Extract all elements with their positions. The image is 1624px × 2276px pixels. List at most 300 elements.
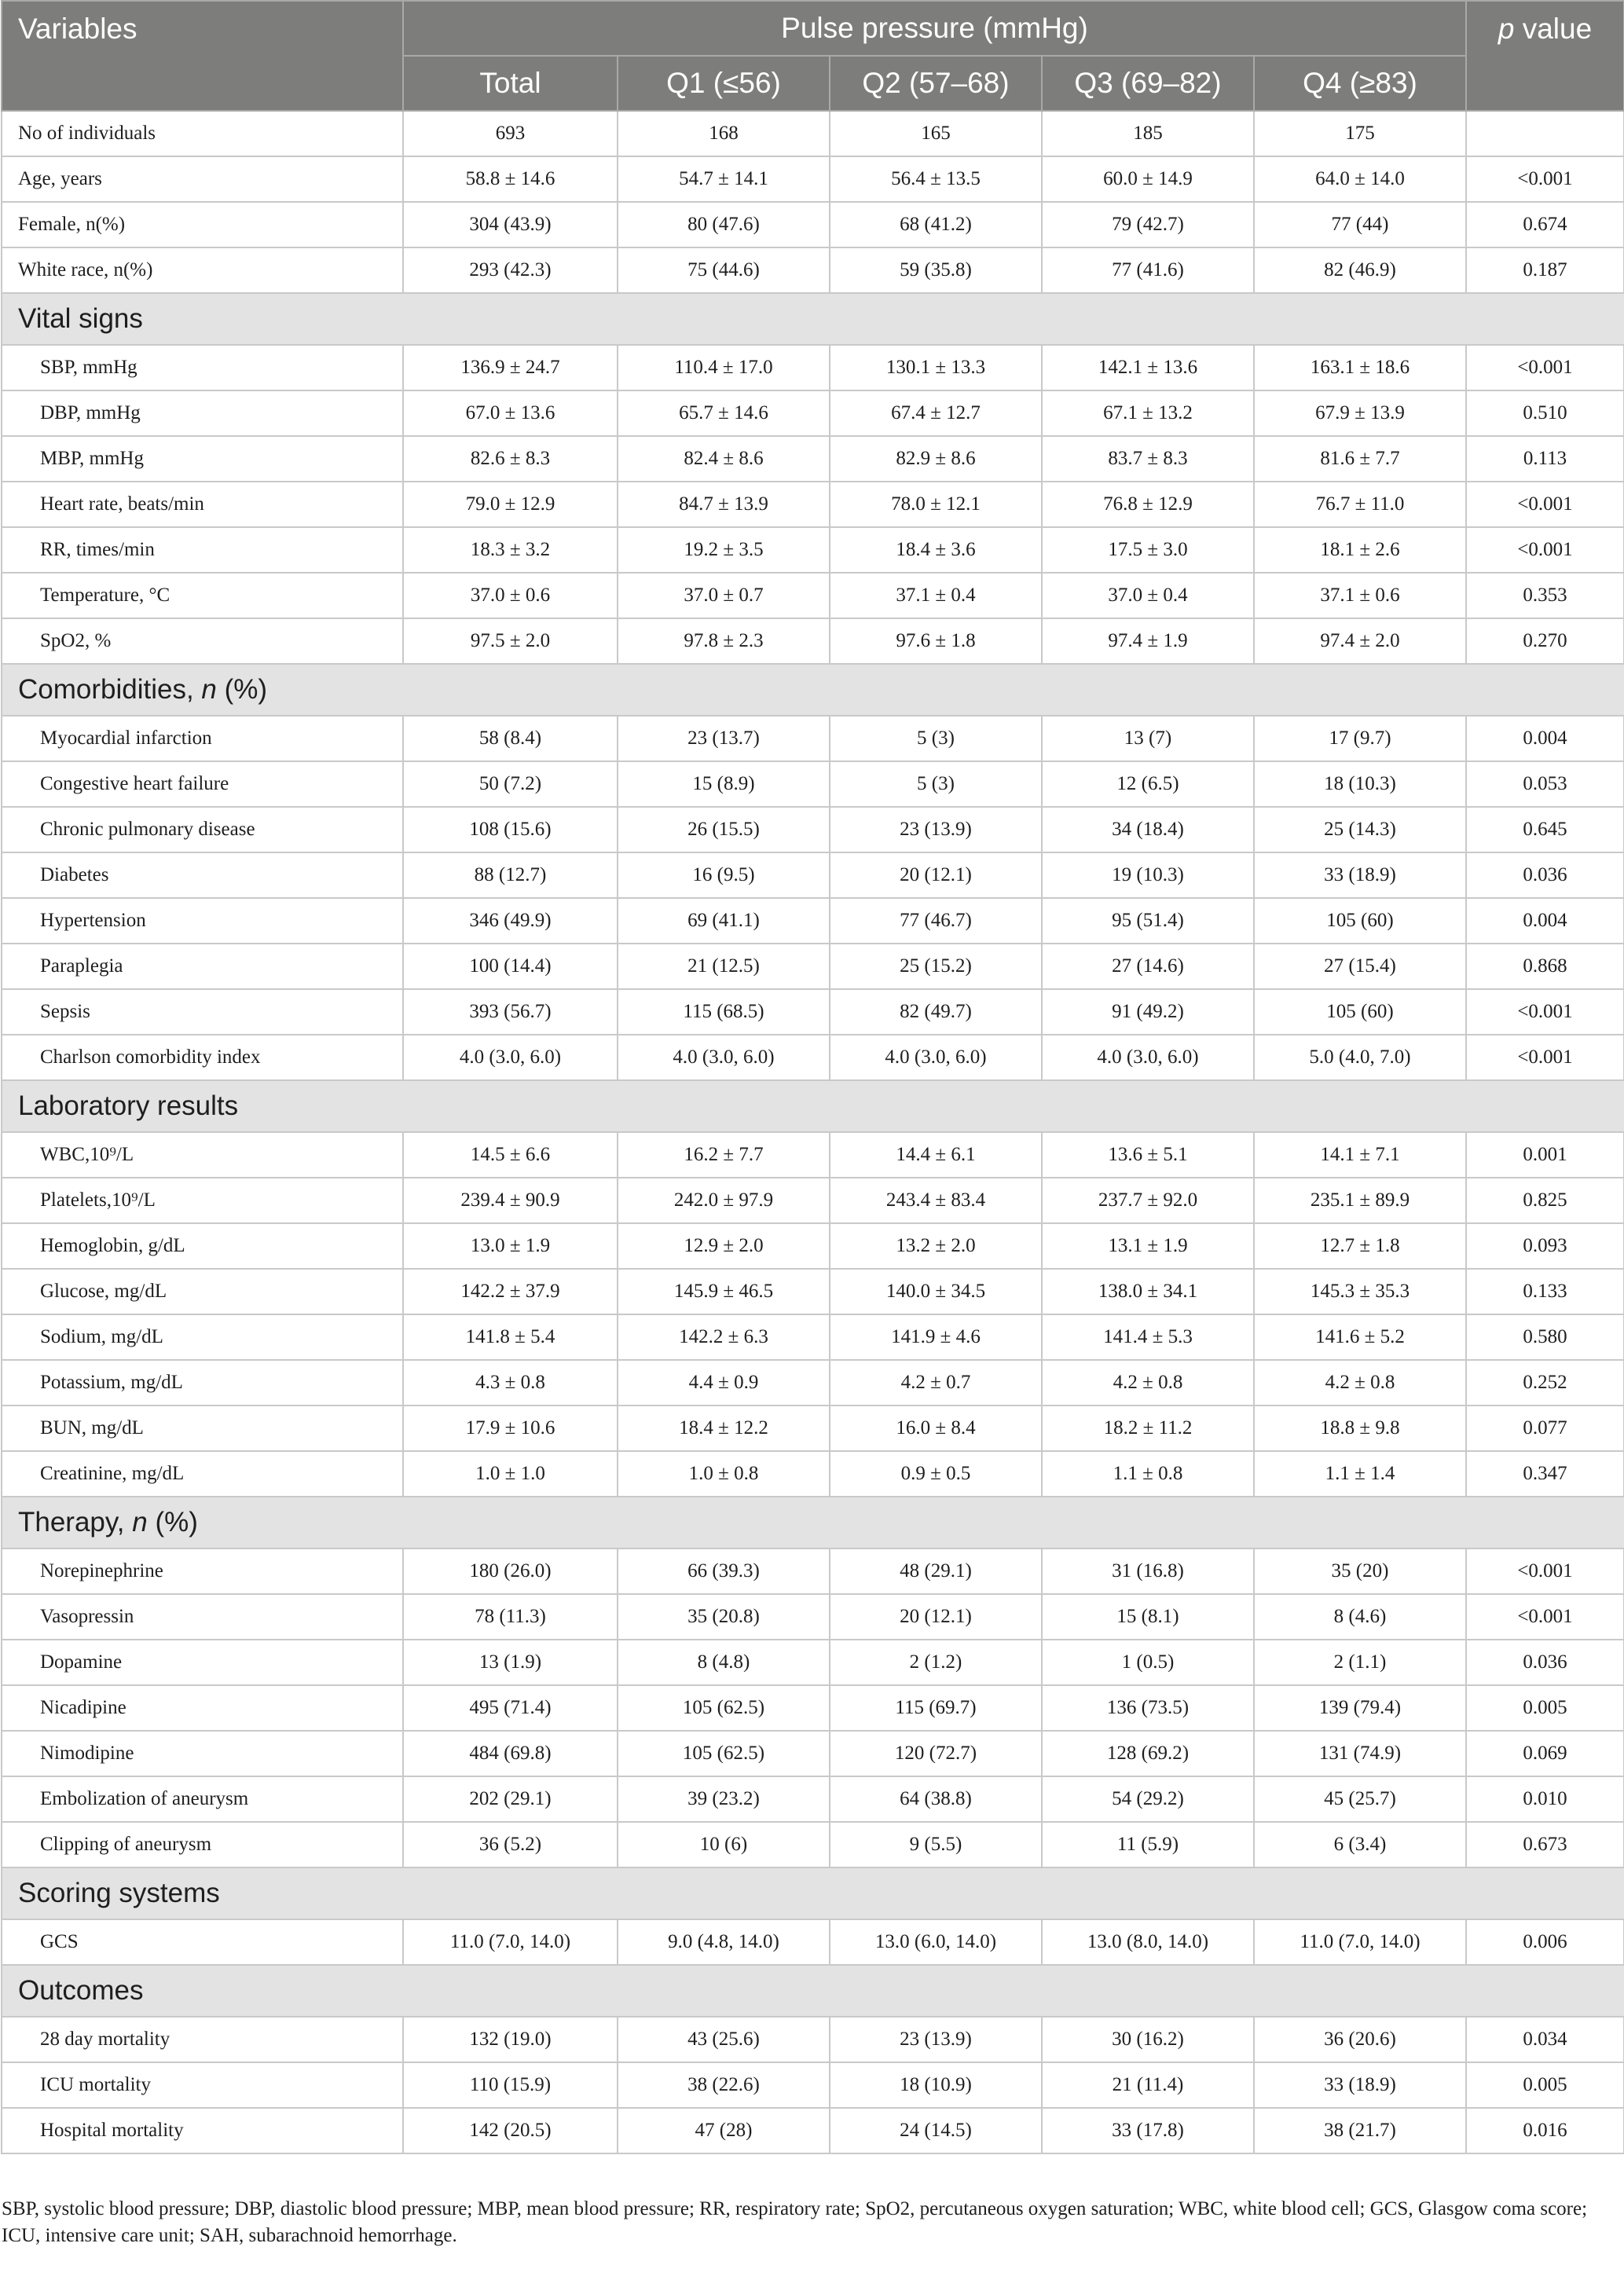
cell-value: 10 (6) bbox=[618, 1822, 830, 1867]
cell-value: 97.4 ± 1.9 bbox=[1042, 618, 1254, 664]
cell-value: 18 (10.3) bbox=[1254, 761, 1466, 807]
cell-value: 95 (51.4) bbox=[1042, 898, 1254, 944]
cell-p-value: 0.252 bbox=[1466, 1360, 1624, 1406]
cell-value: 11.0 (7.0, 14.0) bbox=[1254, 1919, 1466, 1965]
cell-value: 393 (56.7) bbox=[403, 989, 618, 1035]
row-label: Female, n(%) bbox=[2, 202, 403, 247]
row-label: Chronic pulmonary disease bbox=[2, 807, 403, 852]
cell-p-value: 0.005 bbox=[1466, 1685, 1624, 1731]
cell-value: 142 (20.5) bbox=[403, 2108, 618, 2153]
cell-value: 175 bbox=[1254, 111, 1466, 156]
cell-value: 484 (69.8) bbox=[403, 1731, 618, 1776]
cell-p-value: <0.001 bbox=[1466, 482, 1624, 527]
cell-value: 1.1 ± 1.4 bbox=[1254, 1451, 1466, 1497]
cell-value: 76.8 ± 12.9 bbox=[1042, 482, 1254, 527]
table-row bbox=[2, 1178, 1624, 1223]
cell-value: 91 (49.2) bbox=[1042, 989, 1254, 1035]
cell-value: 13.6 ± 5.1 bbox=[1042, 1132, 1254, 1178]
cell-value: 13 (1.9) bbox=[403, 1640, 618, 1685]
row-label: Vasopressin bbox=[2, 1594, 403, 1640]
header-col-q2: Q2 (57–68) bbox=[830, 56, 1042, 111]
cell-value: 33 (18.9) bbox=[1254, 2062, 1466, 2108]
cell-value: 69 (41.1) bbox=[618, 898, 830, 944]
cell-value: 15 (8.9) bbox=[618, 761, 830, 807]
cell-value: 17.9 ± 10.6 bbox=[403, 1406, 618, 1451]
cell-value: 4.3 ± 0.8 bbox=[403, 1360, 618, 1406]
row-label: Hemoglobin, g/dL bbox=[2, 1223, 403, 1269]
cell-value: 97.8 ± 2.3 bbox=[618, 618, 830, 664]
cell-value: 25 (15.2) bbox=[830, 944, 1042, 989]
cell-value: 33 (17.8) bbox=[1042, 2108, 1254, 2153]
cell-value: 21 (12.5) bbox=[618, 944, 830, 989]
cell-value: 4.0 (3.0, 6.0) bbox=[830, 1035, 1042, 1080]
cell-value: 8 (4.6) bbox=[1254, 1594, 1466, 1640]
cell-value: 4.0 (3.0, 6.0) bbox=[1042, 1035, 1254, 1080]
row-label: Embolization of aneurysm bbox=[2, 1776, 403, 1822]
cell-value: 68 (41.2) bbox=[830, 202, 1042, 247]
table-row bbox=[2, 852, 1624, 898]
cell-value: 13.0 ± 1.9 bbox=[403, 1223, 618, 1269]
cell-value: 79.0 ± 12.9 bbox=[403, 482, 618, 527]
cell-value: 693 bbox=[403, 111, 618, 156]
cell-value: 105 (60) bbox=[1254, 989, 1466, 1035]
cell-value: 67.4 ± 12.7 bbox=[830, 390, 1042, 436]
cell-value: 54.7 ± 14.1 bbox=[618, 156, 830, 202]
cell-value: 15 (8.1) bbox=[1042, 1594, 1254, 1640]
cell-value: 36 (20.6) bbox=[1254, 2017, 1466, 2062]
table-row bbox=[2, 1640, 1624, 1685]
cell-value: 141.6 ± 5.2 bbox=[1254, 1314, 1466, 1360]
cell-value: 18.8 ± 9.8 bbox=[1254, 1406, 1466, 1451]
cell-value: 26 (15.5) bbox=[618, 807, 830, 852]
cell-p-value: <0.001 bbox=[1466, 1035, 1624, 1080]
header-col-q4: Q4 (≥83) bbox=[1254, 56, 1466, 111]
cell-value: 25 (14.3) bbox=[1254, 807, 1466, 852]
cell-value: 115 (69.7) bbox=[830, 1685, 1042, 1731]
table-row bbox=[2, 482, 1624, 527]
cell-value: 17.5 ± 3.0 bbox=[1042, 527, 1254, 573]
cell-value: 33 (18.9) bbox=[1254, 852, 1466, 898]
cell-p-value: <0.001 bbox=[1466, 1594, 1624, 1640]
cell-value: 77 (41.6) bbox=[1042, 247, 1254, 293]
cell-value: 13.0 (8.0, 14.0) bbox=[1042, 1919, 1254, 1965]
cell-value: 97.6 ± 1.8 bbox=[830, 618, 1042, 664]
table-row bbox=[2, 573, 1624, 618]
cell-value: 37.1 ± 0.4 bbox=[830, 573, 1042, 618]
table-row bbox=[2, 1731, 1624, 1776]
cell-value: 82 (46.9) bbox=[1254, 247, 1466, 293]
cell-value: 243.4 ± 83.4 bbox=[830, 1178, 1042, 1223]
table-row bbox=[2, 390, 1624, 436]
cell-value: 76.7 ± 11.0 bbox=[1254, 482, 1466, 527]
cell-p-value: 0.868 bbox=[1466, 944, 1624, 989]
table-row bbox=[2, 618, 1624, 664]
row-label: Temperature, °C bbox=[2, 573, 403, 618]
row-label: No of individuals bbox=[2, 111, 403, 156]
cell-value: 35 (20.8) bbox=[618, 1594, 830, 1640]
cell-value: 79 (42.7) bbox=[1042, 202, 1254, 247]
row-label: 28 day mortality bbox=[2, 2017, 403, 2062]
table-row bbox=[2, 944, 1624, 989]
cell-value: 66 (39.3) bbox=[618, 1548, 830, 1594]
row-label: DBP, mmHg bbox=[2, 390, 403, 436]
cell-value: 36 (5.2) bbox=[403, 1822, 618, 1867]
row-label: MBP, mmHg bbox=[2, 436, 403, 482]
section-header-row bbox=[2, 1497, 1624, 1548]
table-row bbox=[2, 527, 1624, 573]
cell-value: 48 (29.1) bbox=[830, 1548, 1042, 1594]
cell-value: 47 (28) bbox=[618, 2108, 830, 2153]
header-col-q1: Q1 (≤56) bbox=[618, 56, 830, 111]
cell-value: 13 (7) bbox=[1042, 716, 1254, 761]
cell-value: 12.7 ± 1.8 bbox=[1254, 1223, 1466, 1269]
cell-p-value: 0.016 bbox=[1466, 2108, 1624, 2153]
cell-value: 136.9 ± 24.7 bbox=[403, 345, 618, 390]
cell-value: 18.4 ± 12.2 bbox=[618, 1406, 830, 1451]
cell-value: 145.3 ± 35.3 bbox=[1254, 1269, 1466, 1314]
italic-n: n bbox=[132, 1507, 148, 1537]
header-p-value bbox=[1466, 1, 1624, 111]
cell-p-value: 0.673 bbox=[1466, 1822, 1624, 1867]
cell-p-value: 0.133 bbox=[1466, 1269, 1624, 1314]
table-row bbox=[2, 1223, 1624, 1269]
table-body bbox=[2, 111, 1624, 2153]
cell-p-value: 0.270 bbox=[1466, 618, 1624, 664]
table-header bbox=[2, 1, 1624, 111]
cell-value: 18.4 ± 3.6 bbox=[830, 527, 1042, 573]
cell-value: 27 (14.6) bbox=[1042, 944, 1254, 989]
cell-value: 293 (42.3) bbox=[403, 247, 618, 293]
section-title: Laboratory results bbox=[2, 1080, 1624, 1132]
cell-value: 67.0 ± 13.6 bbox=[403, 390, 618, 436]
cell-value: 2 (1.1) bbox=[1254, 1640, 1466, 1685]
cell-value: 141.8 ± 5.4 bbox=[403, 1314, 618, 1360]
cell-value: 81.6 ± 7.7 bbox=[1254, 436, 1466, 482]
section-title: Vital signs bbox=[2, 293, 1624, 345]
header-p-value-italic: p bbox=[1498, 13, 1515, 45]
cell-value: 304 (43.9) bbox=[403, 202, 618, 247]
row-label: Myocardial infarction bbox=[2, 716, 403, 761]
cell-value: 115 (68.5) bbox=[618, 989, 830, 1035]
cell-value: 11.0 (7.0, 14.0) bbox=[403, 1919, 618, 1965]
section-header-row bbox=[2, 664, 1624, 716]
cell-p-value: 0.069 bbox=[1466, 1731, 1624, 1776]
cell-p-value: 0.005 bbox=[1466, 2062, 1624, 2108]
cell-value: 130.1 ± 13.3 bbox=[830, 345, 1042, 390]
table-footnote: SBP, systolic blood pressure; DBP, diastolic blood pressure; MBP, mean blood pressure; RR, respiratory rate; SpO2, percutaneous oxygen saturation; WBC, white blood cell; GCS, Glasgow coma score; ICU, intensive care unit; SAH, subarachnoid hemorrhage. bbox=[2, 2198, 1588, 2246]
cell-p-value: 0.093 bbox=[1466, 1223, 1624, 1269]
cell-value: 84.7 ± 13.9 bbox=[618, 482, 830, 527]
cell-value: 4.0 (3.0, 6.0) bbox=[403, 1035, 618, 1080]
cell-value: 83.7 ± 8.3 bbox=[1042, 436, 1254, 482]
cell-value: 59 (35.8) bbox=[830, 247, 1042, 293]
cell-p-value: 0.113 bbox=[1466, 436, 1624, 482]
cell-p-value bbox=[1466, 111, 1624, 156]
cell-value: 141.9 ± 4.6 bbox=[830, 1314, 1042, 1360]
section-header-row bbox=[2, 1080, 1624, 1132]
table-row bbox=[2, 807, 1624, 852]
cell-value: 80 (47.6) bbox=[618, 202, 830, 247]
section-title: Outcomes bbox=[2, 1965, 1624, 2017]
cell-value: 105 (62.5) bbox=[618, 1685, 830, 1731]
cell-p-value: 0.004 bbox=[1466, 898, 1624, 944]
row-label: Sodium, mg/dL bbox=[2, 1314, 403, 1360]
cell-value: 31 (16.8) bbox=[1042, 1548, 1254, 1594]
cell-value: 13.0 (6.0, 14.0) bbox=[830, 1919, 1042, 1965]
row-label: Hypertension bbox=[2, 898, 403, 944]
cell-value: 38 (22.6) bbox=[618, 2062, 830, 2108]
cell-value: 82.4 ± 8.6 bbox=[618, 436, 830, 482]
cell-value: 82 (49.7) bbox=[830, 989, 1042, 1035]
table-row bbox=[2, 202, 1624, 247]
cell-value: 37.0 ± 0.6 bbox=[403, 573, 618, 618]
cell-p-value: <0.001 bbox=[1466, 345, 1624, 390]
cell-value: 1 (0.5) bbox=[1042, 1640, 1254, 1685]
table-row bbox=[2, 1132, 1624, 1178]
cell-p-value: <0.001 bbox=[1466, 156, 1624, 202]
row-label: Diabetes bbox=[2, 852, 403, 898]
table-row bbox=[2, 1919, 1624, 1965]
header-row-group bbox=[2, 1, 1624, 56]
cell-p-value: 0.187 bbox=[1466, 247, 1624, 293]
row-label: Sepsis bbox=[2, 989, 403, 1035]
cell-value: 60.0 ± 14.9 bbox=[1042, 156, 1254, 202]
table-row bbox=[2, 1776, 1624, 1822]
cell-value: 128 (69.2) bbox=[1042, 1731, 1254, 1776]
cell-value: 185 bbox=[1042, 111, 1254, 156]
table-row bbox=[2, 2017, 1624, 2062]
cell-value: 202 (29.1) bbox=[403, 1776, 618, 1822]
row-label: Congestive heart failure bbox=[2, 761, 403, 807]
cell-value: 105 (62.5) bbox=[618, 1731, 830, 1776]
cell-value: 5.0 (4.0, 7.0) bbox=[1254, 1035, 1466, 1080]
cell-p-value: <0.001 bbox=[1466, 989, 1624, 1035]
cell-value: 242.0 ± 97.9 bbox=[618, 1178, 830, 1223]
cell-value: 1.1 ± 0.8 bbox=[1042, 1451, 1254, 1497]
section-header-row bbox=[2, 293, 1624, 345]
cell-p-value: 0.001 bbox=[1466, 1132, 1624, 1178]
cell-p-value: 0.036 bbox=[1466, 852, 1624, 898]
row-label: Norepinephrine bbox=[2, 1548, 403, 1594]
table-row bbox=[2, 156, 1624, 202]
cell-value: 9 (5.5) bbox=[830, 1822, 1042, 1867]
cell-value: 120 (72.7) bbox=[830, 1731, 1042, 1776]
cell-value: 27 (15.4) bbox=[1254, 944, 1466, 989]
cell-value: 108 (15.6) bbox=[403, 807, 618, 852]
table-row bbox=[2, 345, 1624, 390]
row-label: Platelets,10⁹/L bbox=[2, 1178, 403, 1223]
cell-value: 75 (44.6) bbox=[618, 247, 830, 293]
cell-value: 139 (79.4) bbox=[1254, 1685, 1466, 1731]
table-row bbox=[2, 989, 1624, 1035]
cell-value: 35 (20) bbox=[1254, 1548, 1466, 1594]
cell-value: 58.8 ± 14.6 bbox=[403, 156, 618, 202]
cell-value: 6 (3.4) bbox=[1254, 1822, 1466, 1867]
table-row bbox=[2, 1314, 1624, 1360]
cell-value: 5 (3) bbox=[830, 761, 1042, 807]
row-label: Heart rate, beats/min bbox=[2, 482, 403, 527]
row-label: ICU mortality bbox=[2, 2062, 403, 2108]
header-col-total: Total bbox=[403, 56, 618, 111]
cell-value: 100 (14.4) bbox=[403, 944, 618, 989]
row-label: Age, years bbox=[2, 156, 403, 202]
table-row bbox=[2, 716, 1624, 761]
cell-value: 30 (16.2) bbox=[1042, 2017, 1254, 2062]
cell-value: 14.1 ± 7.1 bbox=[1254, 1132, 1466, 1178]
cell-p-value: 0.010 bbox=[1466, 1776, 1624, 1822]
cell-value: 65.7 ± 14.6 bbox=[618, 390, 830, 436]
cell-p-value: 0.510 bbox=[1466, 390, 1624, 436]
cell-value: 77 (46.7) bbox=[830, 898, 1042, 944]
cell-value: 110 (15.9) bbox=[403, 2062, 618, 2108]
row-label: WBC,10⁹/L bbox=[2, 1132, 403, 1178]
row-label: SpO2, % bbox=[2, 618, 403, 664]
table-row bbox=[2, 111, 1624, 156]
cell-p-value: 0.053 bbox=[1466, 761, 1624, 807]
header-p-value-rest: value bbox=[1514, 13, 1593, 45]
table-row bbox=[2, 761, 1624, 807]
cell-p-value: <0.001 bbox=[1466, 527, 1624, 573]
table-row bbox=[2, 1548, 1624, 1594]
cell-value: 165 bbox=[830, 111, 1042, 156]
cell-value: 16.0 ± 8.4 bbox=[830, 1406, 1042, 1451]
row-label: SBP, mmHg bbox=[2, 345, 403, 390]
cell-value: 235.1 ± 89.9 bbox=[1254, 1178, 1466, 1223]
cell-value: 168 bbox=[618, 111, 830, 156]
table-row bbox=[2, 1406, 1624, 1451]
cell-value: 4.2 ± 0.8 bbox=[1042, 1360, 1254, 1406]
row-label: BUN, mg/dL bbox=[2, 1406, 403, 1451]
cell-value: 24 (14.5) bbox=[830, 2108, 1042, 2153]
cell-value: 12.9 ± 2.0 bbox=[618, 1223, 830, 1269]
cell-value: 39 (23.2) bbox=[618, 1776, 830, 1822]
cell-value: 142.2 ± 6.3 bbox=[618, 1314, 830, 1360]
cell-value: 37.1 ± 0.6 bbox=[1254, 573, 1466, 618]
cell-value: 97.4 ± 2.0 bbox=[1254, 618, 1466, 664]
cell-value: 20 (12.1) bbox=[830, 1594, 1042, 1640]
table-row bbox=[2, 2062, 1624, 2108]
cell-p-value: 0.077 bbox=[1466, 1406, 1624, 1451]
cell-value: 138.0 ± 34.1 bbox=[1042, 1269, 1254, 1314]
cell-value: 495 (71.4) bbox=[403, 1685, 618, 1731]
cell-value: 17 (9.7) bbox=[1254, 716, 1466, 761]
cell-value: 19 (10.3) bbox=[1042, 852, 1254, 898]
cell-value: 5 (3) bbox=[830, 716, 1042, 761]
cell-value: 1.0 ± 0.8 bbox=[618, 1451, 830, 1497]
table-row bbox=[2, 1685, 1624, 1731]
cell-value: 4.2 ± 0.7 bbox=[830, 1360, 1042, 1406]
cell-value: 4.4 ± 0.9 bbox=[618, 1360, 830, 1406]
cell-value: 142.2 ± 37.9 bbox=[403, 1269, 618, 1314]
section-title: Therapy, n (%) bbox=[2, 1497, 1624, 1548]
cell-value: 43 (25.6) bbox=[618, 2017, 830, 2062]
cell-p-value: 0.825 bbox=[1466, 1178, 1624, 1223]
cell-value: 14.4 ± 6.1 bbox=[830, 1132, 1042, 1178]
cell-value: 64.0 ± 14.0 bbox=[1254, 156, 1466, 202]
table-row bbox=[2, 1594, 1624, 1640]
row-label: Paraplegia bbox=[2, 944, 403, 989]
cell-value: 37.0 ± 0.7 bbox=[618, 573, 830, 618]
cell-value: 23 (13.9) bbox=[830, 2017, 1042, 2062]
cell-value: 78 (11.3) bbox=[403, 1594, 618, 1640]
row-label: RR, times/min bbox=[2, 527, 403, 573]
cell-value: 64 (38.8) bbox=[830, 1776, 1042, 1822]
table-row bbox=[2, 1451, 1624, 1497]
cell-value: 82.6 ± 8.3 bbox=[403, 436, 618, 482]
cell-value: 18.2 ± 11.2 bbox=[1042, 1406, 1254, 1451]
cell-p-value: 0.353 bbox=[1466, 573, 1624, 618]
cell-value: 132 (19.0) bbox=[403, 2017, 618, 2062]
row-label: Potassium, mg/dL bbox=[2, 1360, 403, 1406]
row-label: White race, n(%) bbox=[2, 247, 403, 293]
row-label: Dopamine bbox=[2, 1640, 403, 1685]
cell-value: 19.2 ± 3.5 bbox=[618, 527, 830, 573]
table-row bbox=[2, 436, 1624, 482]
cell-value: 37.0 ± 0.4 bbox=[1042, 573, 1254, 618]
header-col-q3: Q3 (69–82) bbox=[1042, 56, 1254, 111]
header-pulse-pressure-group: Pulse pressure (mmHg) bbox=[403, 1, 1466, 56]
row-label: Glucose, mg/dL bbox=[2, 1269, 403, 1314]
cell-value: 21 (11.4) bbox=[1042, 2062, 1254, 2108]
cell-value: 9.0 (4.8, 14.0) bbox=[618, 1919, 830, 1965]
table-row bbox=[2, 898, 1624, 944]
cell-value: 50 (7.2) bbox=[403, 761, 618, 807]
cell-value: 141.4 ± 5.3 bbox=[1042, 1314, 1254, 1360]
cell-p-value: 0.645 bbox=[1466, 807, 1624, 852]
cell-value: 131 (74.9) bbox=[1254, 1731, 1466, 1776]
cell-p-value: 0.674 bbox=[1466, 202, 1624, 247]
cell-value: 18.1 ± 2.6 bbox=[1254, 527, 1466, 573]
section-header-row bbox=[2, 1867, 1624, 1919]
row-label: Nicadipine bbox=[2, 1685, 403, 1731]
cell-value: 56.4 ± 13.5 bbox=[830, 156, 1042, 202]
section-header-row bbox=[2, 1965, 1624, 2017]
table-row bbox=[2, 2108, 1624, 2153]
cell-value: 18 (10.9) bbox=[830, 2062, 1042, 2108]
cell-value: 346 (49.9) bbox=[403, 898, 618, 944]
cell-value: 58 (8.4) bbox=[403, 716, 618, 761]
cell-value: 77 (44) bbox=[1254, 202, 1466, 247]
table-row bbox=[2, 1269, 1624, 1314]
cell-value: 23 (13.9) bbox=[830, 807, 1042, 852]
cell-value: 67.9 ± 13.9 bbox=[1254, 390, 1466, 436]
cell-value: 16.2 ± 7.7 bbox=[618, 1132, 830, 1178]
cell-value: 2 (1.2) bbox=[830, 1640, 1042, 1685]
cell-value: 142.1 ± 13.6 bbox=[1042, 345, 1254, 390]
cell-value: 0.9 ± 0.5 bbox=[830, 1451, 1042, 1497]
cell-value: 18.3 ± 3.2 bbox=[403, 527, 618, 573]
cell-value: 105 (60) bbox=[1254, 898, 1466, 944]
cell-value: 54 (29.2) bbox=[1042, 1776, 1254, 1822]
row-label: Charlson comorbidity index bbox=[2, 1035, 403, 1080]
cell-value: 180 (26.0) bbox=[403, 1548, 618, 1594]
row-label: Hospital mortality bbox=[2, 2108, 403, 2153]
cell-value: 136 (73.5) bbox=[1042, 1685, 1254, 1731]
cell-value: 140.0 ± 34.5 bbox=[830, 1269, 1042, 1314]
table-row bbox=[2, 1035, 1624, 1080]
cell-value: 45 (25.7) bbox=[1254, 1776, 1466, 1822]
cell-value: 4.0 (3.0, 6.0) bbox=[618, 1035, 830, 1080]
cell-value: 239.4 ± 90.9 bbox=[403, 1178, 618, 1223]
cell-value: 38 (21.7) bbox=[1254, 2108, 1466, 2153]
cell-value: 16 (9.5) bbox=[618, 852, 830, 898]
cell-value: 4.2 ± 0.8 bbox=[1254, 1360, 1466, 1406]
cell-value: 78.0 ± 12.1 bbox=[830, 482, 1042, 527]
cell-p-value: 0.006 bbox=[1466, 1919, 1624, 1965]
row-label: GCS bbox=[2, 1919, 403, 1965]
cell-value: 67.1 ± 13.2 bbox=[1042, 390, 1254, 436]
row-label: Creatinine, mg/dL bbox=[2, 1451, 403, 1497]
